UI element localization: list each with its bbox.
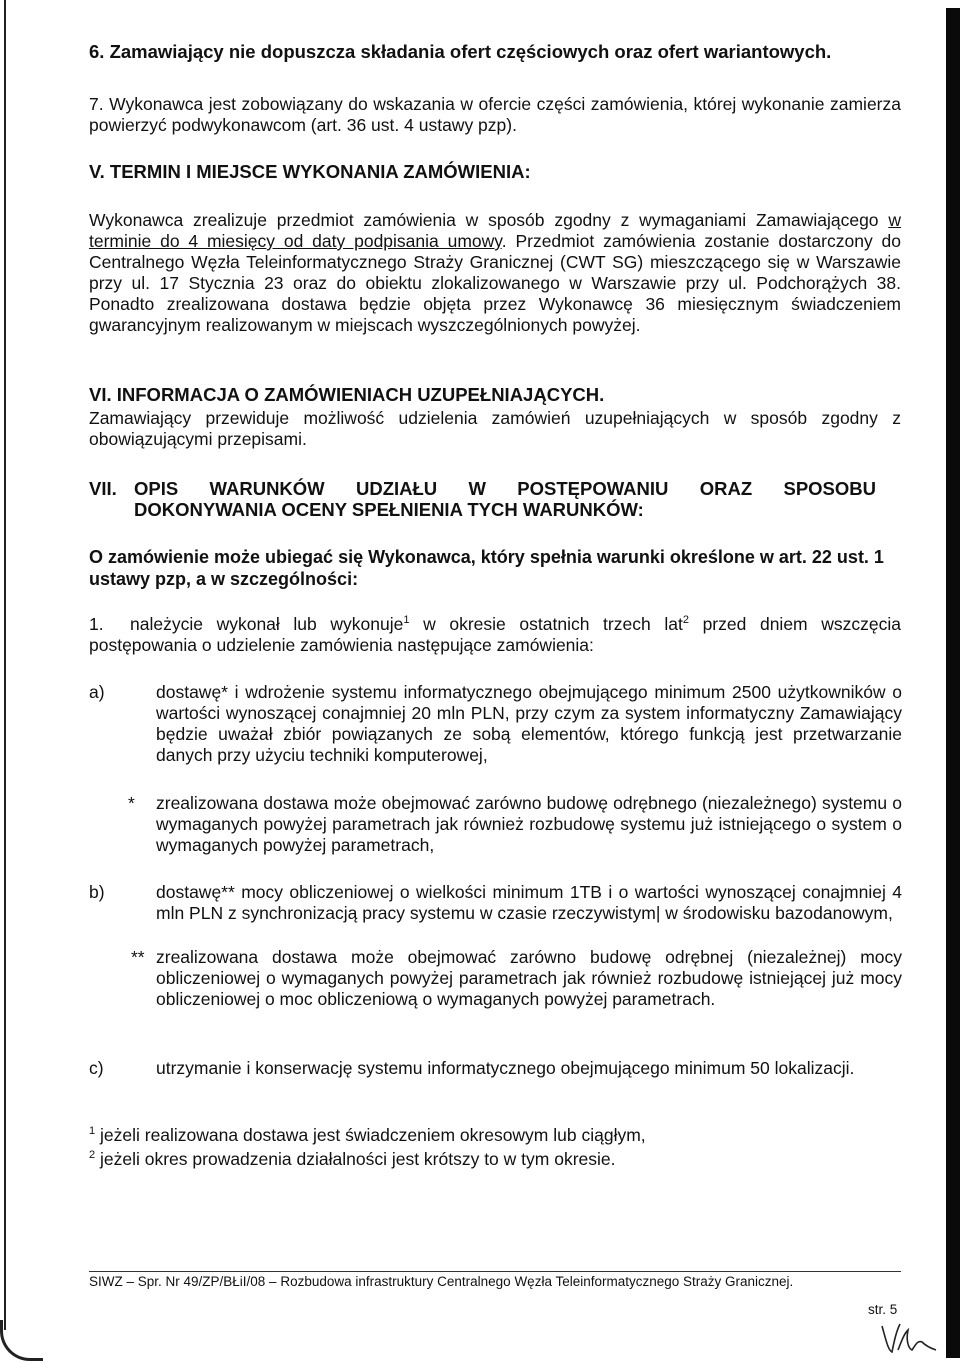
item-a-note: zrealizowana dostawa może obejmować zarówno budowę odrębnego (niezależnego) systemu o wymaganych powyżej parametrach jak również rozbudowę systemu już istniejącego o system o wymaganych powyżej parametrach,	[156, 793, 902, 855]
section-6-text: Zamawiający przewiduje możliwość udzielenia zamówień uzupełniających w sposób zgodny z obowiązującymi przepisami.	[89, 408, 901, 449]
page-number: str. 5	[868, 1302, 898, 1317]
item-a-note-marker: *	[128, 793, 135, 813]
item-a-text: dostawę* i wdrożenie systemu informatycznego obejmującego minimum 2500 użytkowników o wartości wynoszącej conajmniej 20 mln PLN, przy czym za system informatyczny Zamawiający będzie uważał zbiór powiązanych ze sobą elementów, którego funkcją jest przetwarzanie danych przy użyciu techniki komputerowej,	[156, 682, 902, 765]
footnote-2	[89, 1148, 615, 1170]
footnote-1-text: jeżeli realizowana dostawa jest świadczeniem okresowym lub ciągłym,	[100, 1125, 646, 1145]
section-5-paragraph	[89, 210, 901, 336]
item-b-note: zrealizowana dostawa może obejmować zarówno budowę odrębnej (niezależnej) mocy obliczeniowej o wymaganych powyżej parametrach jak również rozbudowę istniejącej już mocy obliczeniowej o moc obliczeniową o wymaganych powyżej parametrach.	[156, 947, 902, 1009]
section-7-title-line-2: DOKONYWANIA OCENY SPEŁNIENIA TYCH WARUNKÓW:	[134, 499, 644, 520]
section-5-title: V. TERMIN I MIEJSCE WYKONANIA ZAMÓWIENIA:	[89, 161, 531, 182]
item-1-text-a: należycie wykonał lub wykonuje	[130, 614, 404, 634]
section-7-intro: O zamówienie może ubiegać się Wykonawca, który spełnia warunki określone w art. 22 ust. 1 ustawy pzp, a w szczególności:	[89, 547, 884, 589]
item-c-label: c)	[89, 1058, 104, 1078]
signature-initials-icon	[878, 1320, 938, 1356]
item-1-number: 1.	[89, 614, 104, 634]
item-1-text-b: w okresie ostatnich trzech lat	[409, 614, 683, 634]
section-5-deadline-underlined: w terminie do 4 miesięcy od daty podpisania umowy	[89, 210, 901, 251]
section-5-text-start: Wykonawca zrealizuje przedmiot zamówienia w sposób zgodny z wymaganiami Zamawiającego	[89, 210, 889, 230]
section-7-title-line-1: OPIS WARUNKÓW UDZIAŁU W POSTĘPOWANIU ORAZ SPOSOBU	[134, 478, 876, 499]
footnote-ref-1: 1	[403, 614, 410, 626]
section-7-number: VII.	[89, 478, 117, 499]
paragraph-7: 7. Wykonawca jest zobowiązany do wskazania w ofercie części zamówienia, której wykonanie zamierza powierzyć podwykonawcom (art. 36 ust. 4 ustawy pzp).	[89, 94, 901, 135]
section-7-title	[134, 478, 876, 520]
footnote-ref-2: 2	[682, 614, 689, 626]
item-c-text: utrzymanie i konserwację systemu informatycznego obejmującego minimum 50 lokalizacji.	[156, 1058, 855, 1078]
footnote-2-number: 2	[89, 1149, 96, 1161]
section-6-title: VI. INFORMACJA O ZAMÓWIENIACH UZUPEŁNIAJĄCYCH.	[89, 384, 605, 405]
footer-text: SIWZ – Spr. Nr 49/ZP/BŁiI/08 – Rozbudowa infrastruktury Centralnego Węzła Teleinformatycznego Straży Granicznej.	[89, 1274, 794, 1289]
footnote-1-number: 1	[89, 1125, 96, 1137]
item-b-label: b)	[89, 882, 105, 902]
item-a-label: a)	[89, 682, 105, 702]
item-b-note-marker: **	[131, 947, 145, 967]
footnote-1	[89, 1124, 646, 1146]
footer-divider	[89, 1271, 901, 1272]
scan-edge-bottom	[0, 1320, 43, 1361]
section-5-text-rest: . Przedmiot zamówienia zostanie dostarczony do Centralnego Węzła Teleinformatycznego Straży Granicznej (CWT SG) mieszczącego się w Warszawie przy ul. 17 Stycznia 23 oraz do obiektu zlokalizowanego w Warszawie przy ul. Podchorążych 38. Ponadto zrealizowana dostawa będzie objęta przez Wykonawcę 36 miesięcznym świadczeniem gwarancyjnym realizowanym w miejscach wyszczególnionych powyżej.	[89, 231, 902, 335]
footnote-2-text: jeżeli okres prowadzenia działalności jest krótszy to w tym okresie.	[100, 1149, 616, 1169]
scan-edge-right	[946, 8, 960, 1358]
paragraph-6: 6. Zamawiający nie dopuszcza składania ofert częściowych oraz ofert wariantowych.	[89, 41, 832, 62]
scan-edge-left	[4, 0, 6, 1330]
item-1-text	[89, 614, 901, 656]
item-1-text-c: przed dniem wszczęcia postępowania o udzielenie zamówienia następujące zamówienia:	[89, 614, 901, 655]
item-b-text: dostawę** mocy obliczeniowej o wielkości minimum 1TB i o wartości wynoszącej conajmniej 4 mln PLN z synchronizacją pracy systemu w czasie rzeczywistym| w środowisku bazodanowym,	[156, 882, 902, 923]
